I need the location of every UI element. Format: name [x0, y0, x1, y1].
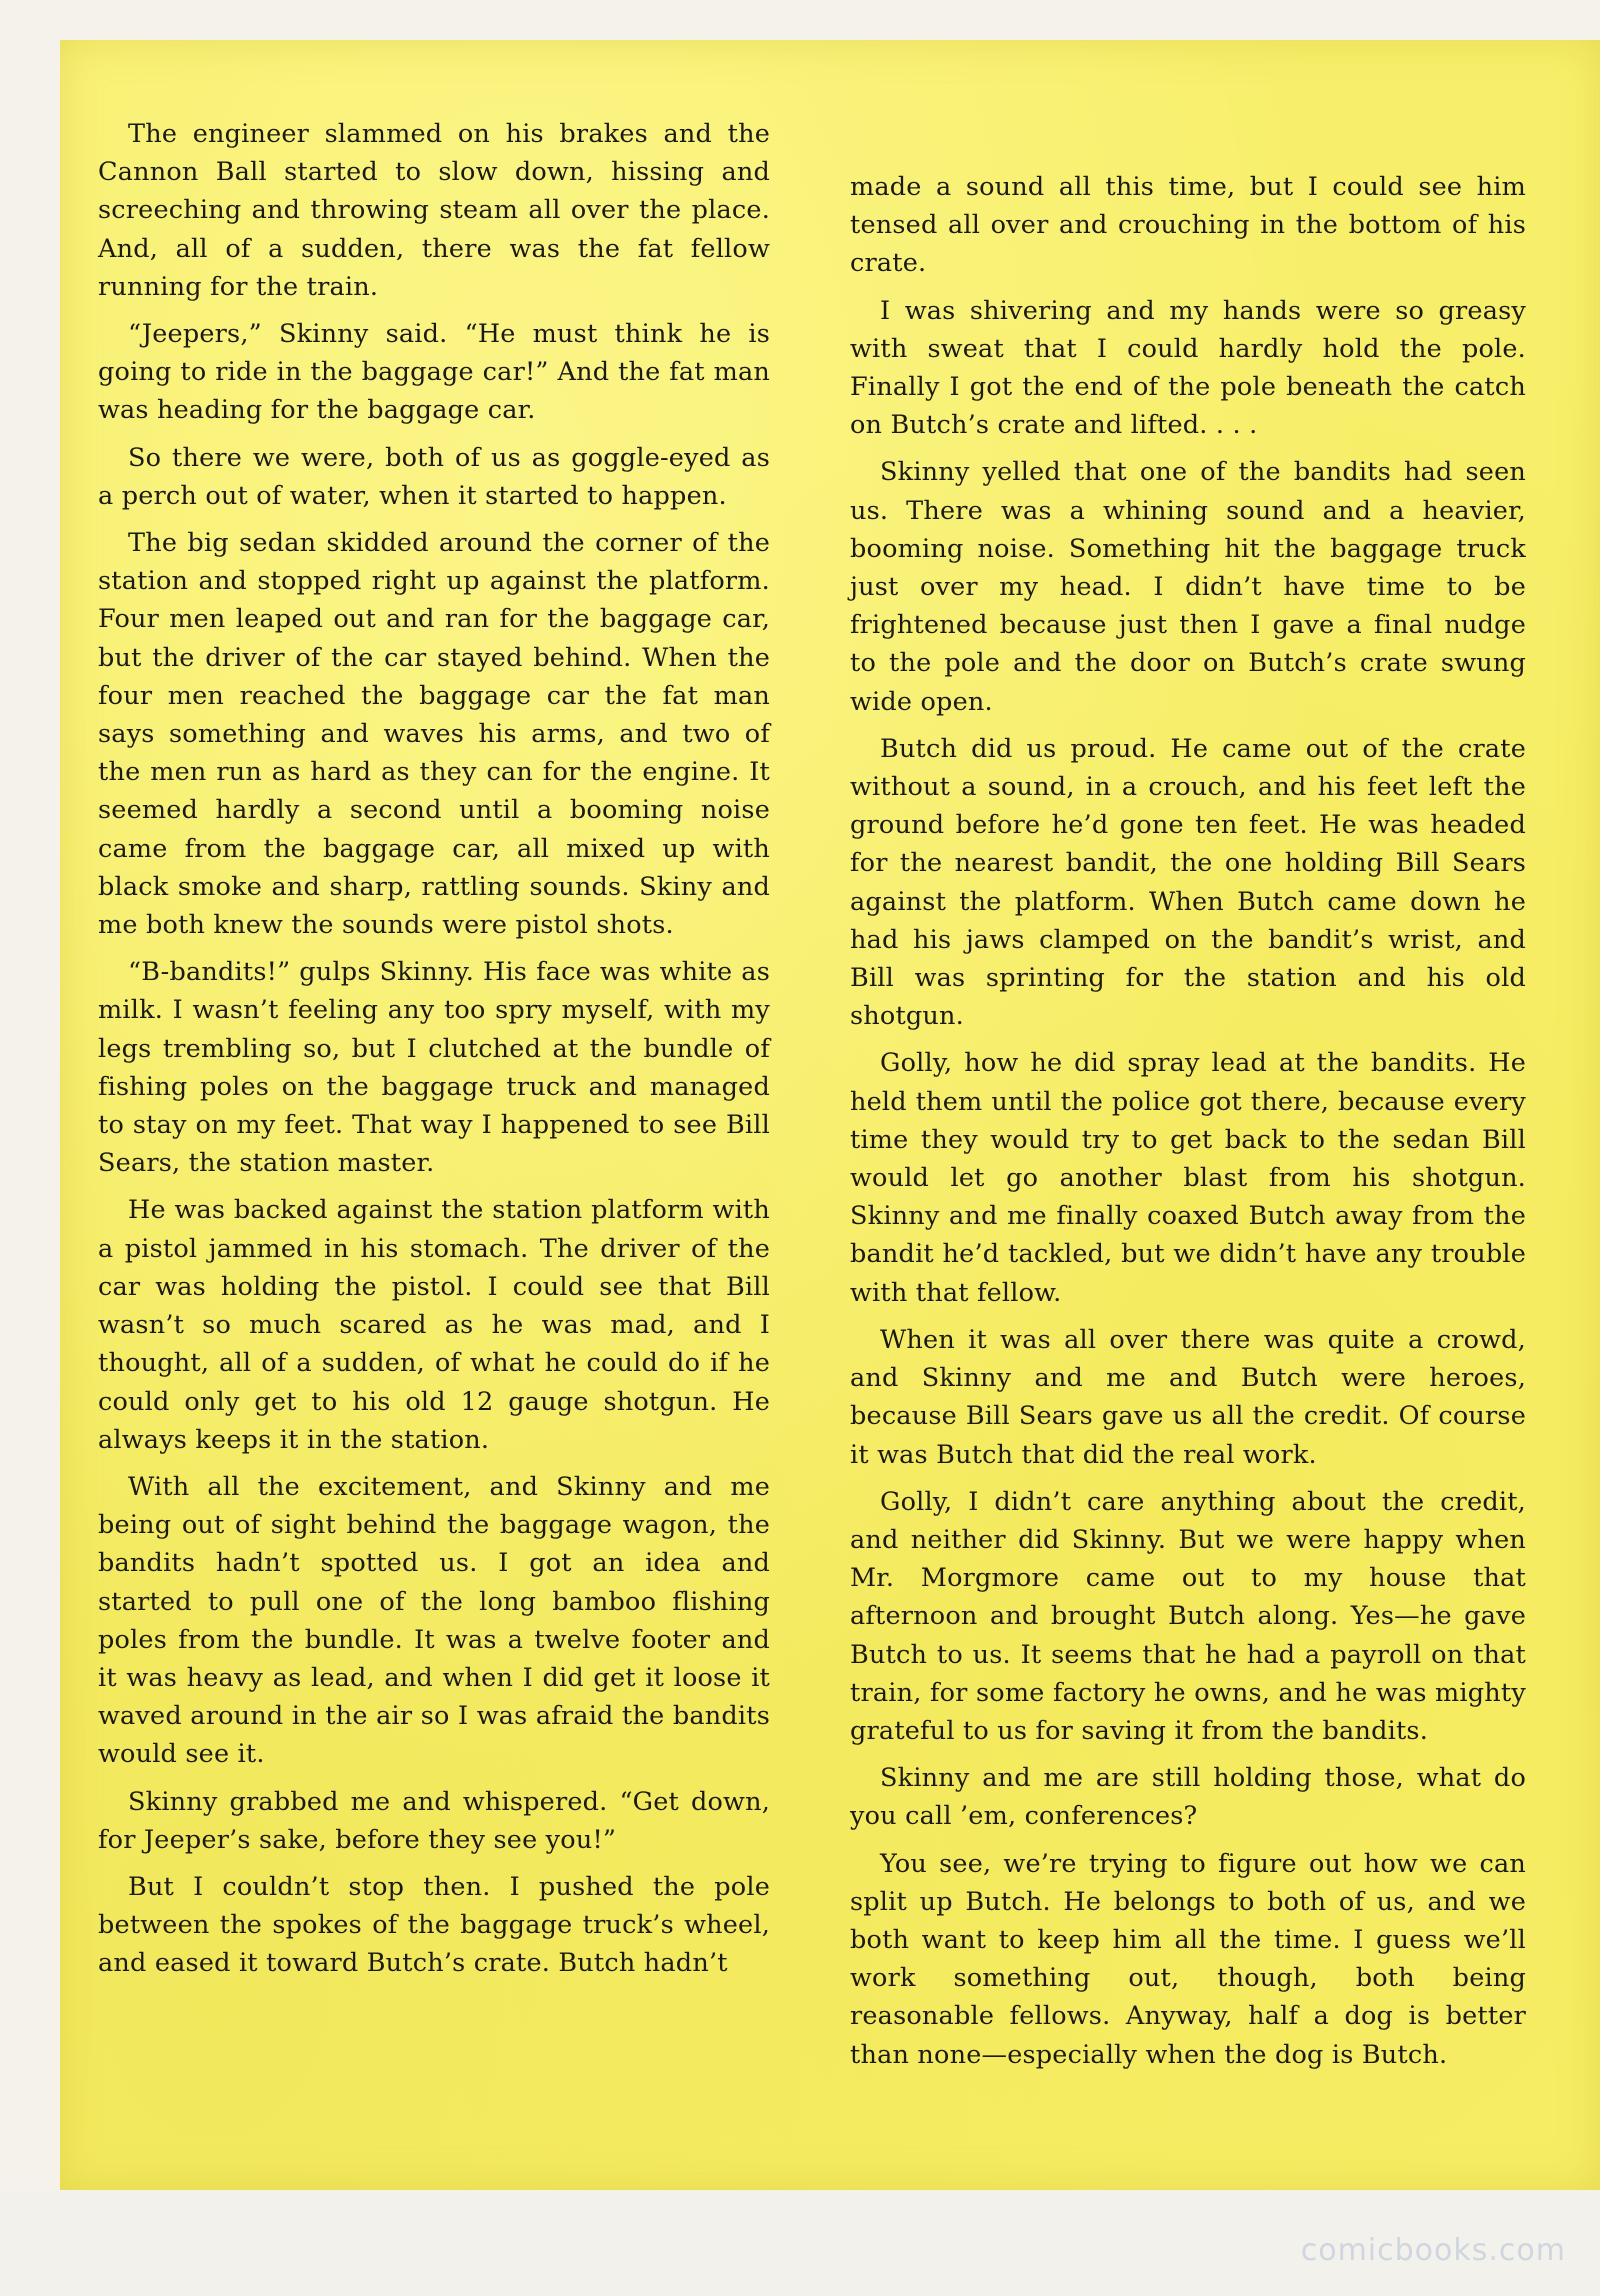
left-text-column [98, 115, 770, 1992]
right-text-column [850, 168, 1526, 2083]
paragraph: You see, we’re trying to figure out how we can split up Butch. He belongs to both of us, and we both want to keep him all the time. I guess we’ll work something out, though, both being reasonable fellows. Anyway, half a dog is better than none—especially when the dog is Butch. [850, 1848, 1526, 2070]
paragraph: He was backed against the station platform with a pistol jammed in his stomach. The driver of the car was holding the pistol. I could see that Bill wasn’t so much scared as he was mad, and I thought, all of a sudden, of what he could do if he could only get to his old 12 gauge shotgun. He always keeps it in the station. [98, 1195, 770, 1455]
paragraph: When it was all over there was quite a crowd, and Skinny and me and Butch were heroes, because Bill Sears gave us all the credit. Of course it was Butch that did the real work. [850, 1324, 1526, 1470]
paragraph: Skinny yelled that one of the bandits had seen us. There was a whining sound and a heavier, booming noise. Something hit the baggage truck just over my head. I didn’t have time to be frightened because just then I gave a final nudge to the pole and the door on Butch’s crate swung wide open. [850, 457, 1526, 717]
site-watermark: comicbooks.com [1300, 2233, 1566, 2268]
paragraph: Golly, I didn’t care anything about the credit, and neither did Skinny. But we were happy when Mr. Morgmore came out to my house that afternoon and brought Butch along. Yes—he gave Butch to us. It seems that he had a payroll on that train, for some factory he owns, and he was mighty grateful to us for saving it from the bandits. [850, 1486, 1526, 1746]
paragraph: Skinny and me are still holding those, what do you call ’em, conferences? [850, 1763, 1526, 1832]
paragraph: With all the excitement, and Skinny and me being out of sight behind the baggage wagon, the bandits hadn’t spotted us. I got an idea and started to pull one of the long bamboo flishing poles from the bundle. It was a twelve footer and it was heavy as lead, and when I did get it loose it waved around in the air so I was afraid the bandits would see it. [98, 1471, 770, 1770]
paragraph: “B-bandits!” gulps Skinny. His face was white as milk. I wasn’t feeling any too spry myself, with my legs trembling so, but I clutched at the bundle of fishing poles on the baggage truck and managed to stay on my feet. That way I happened to see Bill Sears, the station master. [98, 957, 770, 1179]
paragraph: “Jeepers,” Skinny said. “He must think he is going to ride in the baggage car!” And the fat man was heading for the baggage car. [98, 319, 770, 426]
paragraph: The big sedan skidded around the corner of the station and stopped right up against the platform. Four men leaped out and ran for the baggage car, but the driver of the car stayed behind. When the four men reached the baggage car the fat man says something and waves his arms, and two of the men run as hard as they can for the engine. It seemed hardly a second until a booming noise came from the baggage car, all mixed up with black smoke and sharp, rattling sounds. Skiny and me both knew the sounds were pistol shots. [98, 528, 770, 941]
paragraph: I was shivering and my hands were so greasy with sweat that I could hardly hold the pole. Finally I got the end of the pole beneath the catch on Butch’s crate and lifted. . . . [850, 295, 1526, 441]
paragraph: Butch did us proud. He came out of the crate without a sound, in a crouch, and his feet left the ground before he’d gone ten feet. He was headed for the nearest bandit, the one holding Bill Sears against the platform. When Butch came down he had his jaws clamped on the bandit’s wrist, and Bill was sprinting for the station and his old shotgun. [850, 733, 1526, 1032]
paragraph: So there we were, both of us as goggle-eyed as a perch out of water, when it started to happen. [98, 442, 770, 511]
paragraph: Skinny grabbed me and whispered. “Get down, for Jeeper’s sake, before they see you!” [98, 1786, 770, 1855]
paragraph: Golly, how he did spray lead at the bandits. He held them until the police got there, because every time they would try to get back to the sedan Bill would let go another blast from his shotgun. Skinny and me finally coaxed Butch away from the bandit he’d tackled, but we didn’t have any trouble with that fellow. [850, 1048, 1526, 1308]
paragraph-continued: made a sound all this time, but I could see him tensed all over and crouching in the bottom of his crate. [850, 172, 1526, 279]
paragraph: The engineer slammed on his brakes and the Cannon Ball started to slow down, hissing and screeching and throwing steam all over the place. And, all of a sudden, there was the fat fellow running for the train. [98, 119, 770, 302]
paragraph: But I couldn’t stop then. I pushed the pole between the spokes of the baggage truck’s wheel, and eased it toward Butch’s crate. Butch hadn’t [98, 1871, 770, 1979]
